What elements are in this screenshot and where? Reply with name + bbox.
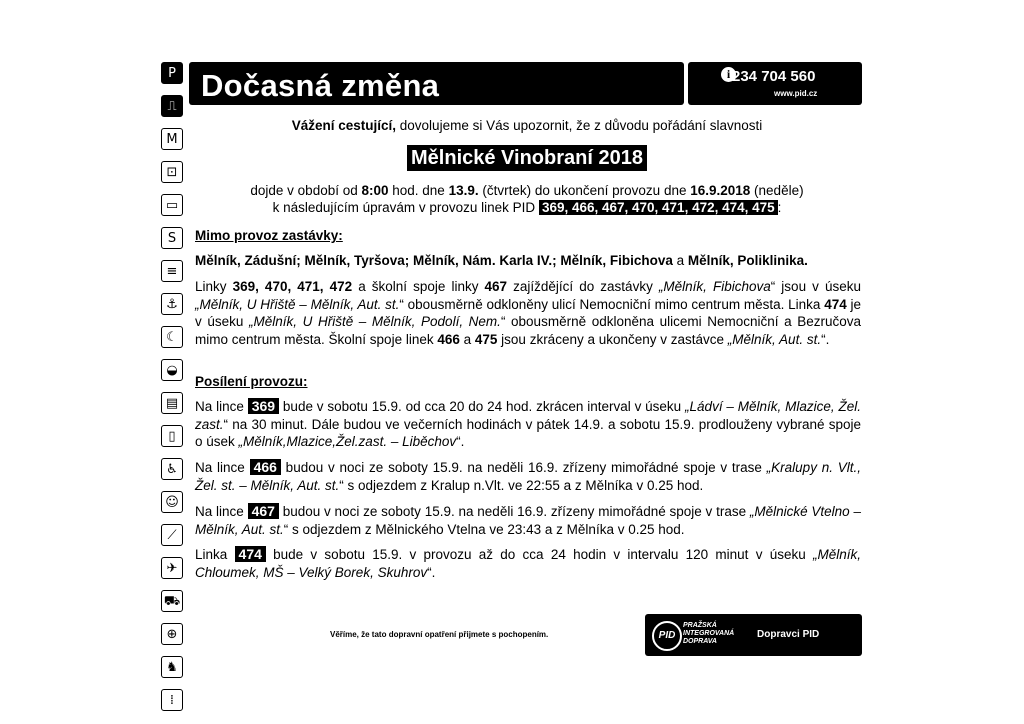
operator-label: Dopravci PID: [757, 629, 820, 640]
text-run: “ s odjezdem z Mělnického Vtelna ve 23:43 a z Mělníka v 0.25 hod.: [283, 521, 685, 537]
text-run: „Ládví – Mělník, Mlazice, Žel. zast.: [195, 399, 861, 432]
escalator-icon: ⟋: [161, 524, 183, 546]
section-heading: Mimo provoz zastávky:: [195, 228, 343, 243]
text-run: “.: [456, 434, 465, 449]
text-run: bude v sobotu 15.9. v provozu až do cca 24 hodin v intervalu 120 minut v úseku: [265, 547, 813, 562]
item-prefix: Na lince: [195, 504, 248, 519]
text-run: “ jsou v úseku: [770, 279, 861, 294]
metro-icon: M: [161, 128, 183, 150]
brand-line: PRAŽSKÁ: [683, 622, 717, 629]
affected-lines: 369, 466, 467, 470, 471, 472, 474, 475: [539, 200, 778, 215]
text-run: a školní spoje linky: [352, 279, 485, 294]
intro-line: [190, 118, 864, 133]
text-run: „Mělník, U Hřiště – Mělník, Podolí, Nem.: [248, 314, 501, 329]
dog-icon: ♞: [161, 656, 183, 678]
text-run: “ s odjezdem z Kralup n.Vlt. ve 22:55 a z Mělníka v 0.25 hod.: [339, 477, 704, 493]
period-part: hod. dne: [388, 183, 449, 198]
bus-icon: ⎍: [161, 95, 183, 117]
text-run: je v úseku: [195, 296, 862, 329]
text-run: “ na 30 minut. Dále budou ve večerních hodinách v pátek 14.9. a sobotu 15.9. prodlouženy vybrané spoje o úsek: [195, 416, 861, 449]
night-icon: ☾: [161, 326, 183, 348]
text-run: budou v noci ze soboty 15.9. na neděli 16.9. zřízeny mimořádné spoje v trase: [278, 504, 750, 519]
text-run: „Mělník, Fibichova: [658, 279, 771, 294]
section-closed-heading: [195, 227, 861, 245]
text-run: „Mělník,Mlazice,Žel.zast. – Liběchov: [238, 434, 457, 449]
end-date: 16.9.2018: [690, 183, 751, 198]
event-banner-wrap: [190, 145, 864, 171]
train-icon: ≡: [161, 260, 183, 282]
line-badge: 474: [235, 546, 266, 562]
line-badge: 466: [250, 459, 281, 475]
period-text: [190, 182, 864, 216]
start-time: 8:00: [361, 183, 389, 198]
brand-line: DOPRAVA: [683, 638, 717, 645]
period-part: k následujícím úpravám v provozu linek PID: [272, 200, 539, 215]
pid-logo-icon: P: [161, 62, 183, 84]
line-badge: 369: [248, 398, 279, 414]
text-run: “ obousměrně odkloněna ulicemi Nemocniční a Bezručova mimo centrum města. Školní spoje linek: [195, 314, 861, 347]
parking-icon: ⛟: [161, 590, 183, 612]
closed-stops: [195, 252, 861, 270]
text-run: “.: [427, 564, 436, 580]
item-prefix: Linka: [195, 547, 235, 562]
period-part: (neděle): [750, 183, 804, 198]
text-run: „Kralupy n. Vlt., Žel. st. – Mělník, Aut. st.: [195, 460, 861, 493]
item-prefix: Na lince: [195, 399, 248, 414]
airport-icon: ✈: [161, 557, 183, 579]
period-part: dojde v období od: [250, 183, 362, 198]
stops-last: Mělník, Poliklinika.: [687, 253, 808, 268]
text-run: 467: [484, 279, 508, 294]
phone-number: 234 704 560: [732, 68, 816, 85]
anchor-icon: ⚓: [161, 293, 183, 315]
stops-conj: a: [672, 253, 688, 268]
text-run: 466: [437, 331, 460, 347]
text-run: „Mělník, Aut. st.: [727, 331, 822, 347]
pid-logo: PID: [652, 621, 682, 651]
section-boost-heading: [195, 373, 861, 391]
bus-stop-icon: ▭: [161, 194, 183, 216]
period-part: (čtvrtek) do ukončení provozu dne: [478, 183, 691, 198]
page-title: Dočasná změna: [201, 68, 440, 103]
contact-box: [688, 62, 862, 105]
text-run: 369, 470, 471, 472: [232, 279, 353, 294]
detour-paragraph: [195, 278, 861, 348]
cable-car-icon: ◒: [161, 359, 183, 381]
start-date: 13.9.: [448, 183, 479, 198]
text-run: “.: [821, 331, 830, 347]
footer-note: Věříme, že tato dopravní opatření přijmete s pochopením.: [330, 630, 549, 639]
tram-icon: ⊡: [161, 161, 183, 183]
pid-brand-text: [683, 622, 734, 646]
text-run: „Mělník, U Hřiště – Mělník, Aut. st.: [195, 296, 400, 312]
icon-strip: [161, 62, 185, 722]
walk-icon: ⁞: [161, 689, 183, 711]
item-prefix: Na lince: [195, 460, 250, 475]
info-icon: i: [721, 67, 736, 82]
text-run: Linky: [195, 279, 233, 294]
section-heading: Posílení provozu:: [195, 374, 308, 389]
text-run: „Mělnické Vtelno – Mělník, Aut. st.: [195, 504, 861, 537]
text-run: „Mělník, Chloumek, MŠ – Velký Borek, Skuhrov: [195, 547, 861, 580]
boost-item: [195, 503, 861, 538]
line-badge: 467: [248, 503, 279, 519]
period-part: :: [777, 200, 782, 215]
text-run: bude v sobotu 15.9. od cca 20 do 24 hod. zkrácen interval v úseku: [279, 399, 686, 414]
boost-item: [195, 398, 861, 451]
ship-icon: S: [161, 227, 183, 249]
website-url: www.pid.cz: [774, 89, 818, 98]
text-run: 475: [474, 331, 498, 347]
family-icon: ☺: [161, 491, 183, 513]
bicycle-icon: ⊕: [161, 623, 183, 645]
brand-line: INTEGROVANÁ: [683, 630, 735, 637]
intro-text: dovolujeme si Vás upozornit, že z důvodu pořádání slavnosti: [396, 118, 763, 133]
text-run: a: [459, 331, 475, 347]
wheelchair-icon: ♿: [161, 458, 183, 480]
header-bar: [189, 62, 684, 105]
wifi-card-icon: ▤: [161, 392, 183, 414]
stops-list: Mělník, Zádušní; Mělník, Tyršova; Mělník, Nám. Karla IV.; Mělník, Fibichova: [195, 253, 673, 268]
ticket-machine-icon: ▯: [161, 425, 183, 447]
text-run: budou v noci ze soboty 15.9. na neděli 16.9. zřízeny mimořádné spoje v trase: [280, 460, 767, 475]
event-banner: Mělnické Vinobraní 2018: [407, 145, 647, 171]
greeting: Vážení cestující,: [291, 118, 397, 133]
boost-item: [195, 546, 861, 581]
text-run: zajíždějící do zastávky: [507, 279, 659, 294]
text-run: 474: [824, 296, 847, 312]
text-run: “ obousměrně odkloněny ulicí Nemocniční mimo centrum města. Linka: [399, 296, 825, 312]
text-run: jsou zkráceny a ukončeny v zastávce: [497, 331, 728, 347]
pid-footer-box: [645, 614, 862, 656]
boost-item: [195, 459, 861, 494]
